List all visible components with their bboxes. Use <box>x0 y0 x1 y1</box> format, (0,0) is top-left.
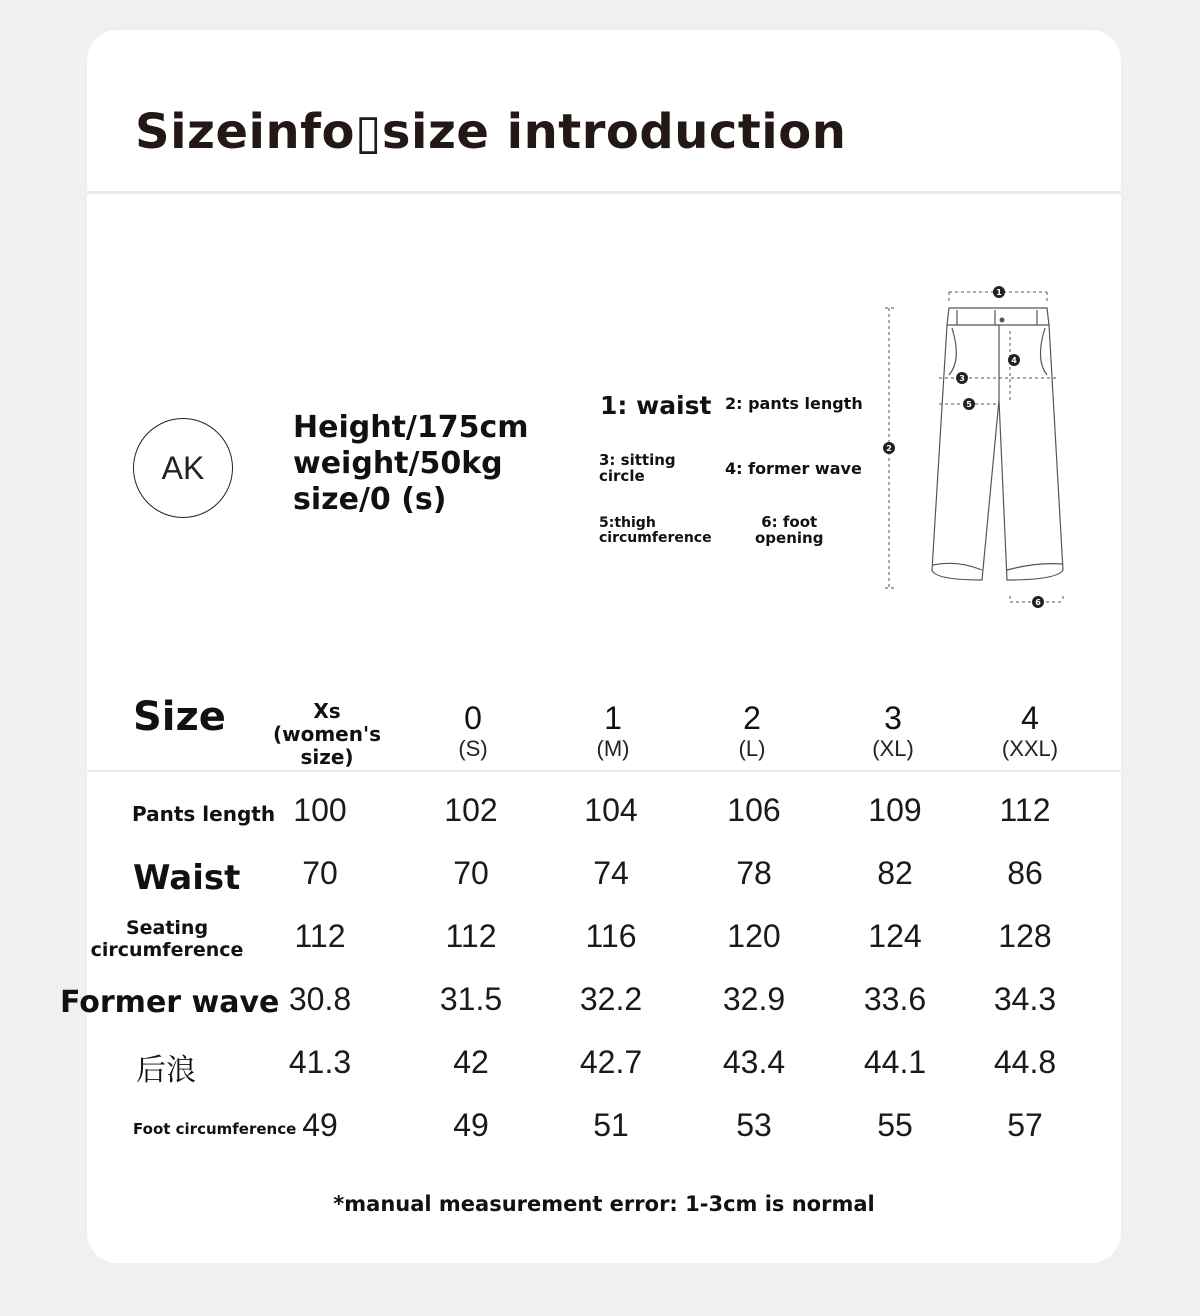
table-cell: 109 <box>868 792 922 828</box>
table-cell: 128 <box>998 918 1052 954</box>
marker-3: 3 <box>959 374 965 383</box>
table-cell: 124 <box>868 918 922 954</box>
table-cell: 32.2 <box>579 981 643 1017</box>
table-cell: 30.8 <box>288 981 352 1017</box>
table-cell: 44.1 <box>863 1044 927 1080</box>
diagram-marker-icons <box>883 286 1044 608</box>
table-cell: 33.6 <box>863 981 927 1017</box>
legend-thigh: 5:thigh circumference <box>599 515 712 546</box>
table-cell: 53 <box>736 1107 772 1143</box>
measurement-note: *manual measurement error: 1-3cm is normal <box>333 1192 875 1216</box>
marker-4: 4 <box>1011 356 1017 365</box>
marker-1: 1 <box>996 288 1002 297</box>
table-cell: 32.9 <box>722 981 786 1017</box>
table-cell: 116 <box>585 918 637 954</box>
title-divider <box>87 191 1121 194</box>
table-cell: 34.3 <box>993 981 1057 1017</box>
marker-5: 5 <box>966 400 972 409</box>
legend-foot-opening: 6: foot opening <box>755 513 824 547</box>
table-cell: 70 <box>302 855 338 891</box>
table-cell: 82 <box>877 855 913 891</box>
avatar-initials: AK <box>161 449 205 486</box>
table-cell: 43.4 <box>722 1044 786 1080</box>
table-cell: 106 <box>727 792 781 828</box>
table-cell: 31.5 <box>439 981 503 1017</box>
size-info-card <box>60 30 1121 1263</box>
pants-diagram <box>877 280 1077 620</box>
table-cell: 112 <box>445 918 497 954</box>
row-label-foot-circumference: Foot circumference <box>133 1120 297 1138</box>
table-cell: 55 <box>877 1107 913 1143</box>
column-header-1: 1 (M) <box>596 700 630 761</box>
row-label-seating-circumference: Seating circumference <box>90 917 244 961</box>
model-avatar <box>133 418 233 518</box>
legend-former-wave: 4: former wave <box>725 459 862 478</box>
page-title: Sizeinfo▯size introduction <box>135 104 847 160</box>
row-label-pants-length: Pants length <box>132 802 276 826</box>
marker-2: 2 <box>886 444 892 453</box>
row-label-waist: Waist <box>133 858 241 898</box>
size-column-label: Size <box>133 694 226 740</box>
table-cell: 41.3 <box>288 1044 352 1080</box>
model-size: size/0 (s) <box>293 482 447 517</box>
row-label-back-rise: 后浪 <box>136 1053 196 1088</box>
table-cell: 49 <box>453 1107 489 1143</box>
table-cell: 57 <box>1007 1107 1043 1143</box>
table-cell: 42 <box>453 1044 489 1080</box>
column-header-0: 0 (S) <box>458 700 488 761</box>
table-cell: 78 <box>736 855 772 891</box>
table-cell: 51 <box>593 1107 629 1143</box>
legend-sitting-circle: 3: sitting circle <box>599 451 676 485</box>
model-weight: weight/50kg <box>293 446 503 481</box>
table-cell: 120 <box>727 918 781 954</box>
model-height: Height/175cm <box>293 410 529 445</box>
table-cell: 70 <box>453 855 489 891</box>
model-info <box>293 410 529 518</box>
table-cell: 112 <box>999 792 1051 828</box>
row-label-former-wave: Former wave <box>60 985 280 1020</box>
table-cell: 42.7 <box>579 1044 643 1080</box>
table-header-divider <box>87 770 1121 772</box>
table-cell: 102 <box>444 792 498 828</box>
table-cell: 49 <box>302 1107 338 1143</box>
column-header-4: 4 (XXL) <box>1001 700 1059 761</box>
table-cell: 112 <box>294 918 346 954</box>
column-header-2: 2 (L) <box>738 700 766 761</box>
legend-waist: 1: waist <box>600 391 712 420</box>
column-header-3: 3 (XL) <box>872 700 914 761</box>
table-cell: 74 <box>593 855 629 891</box>
marker-6: 6 <box>1035 598 1041 607</box>
table-cell: 100 <box>293 792 347 828</box>
legend-pants-length: 2: pants length <box>725 394 863 413</box>
table-cell: 104 <box>584 792 638 828</box>
column-header-xs: Xs (women's size) <box>272 699 382 769</box>
table-cell: 86 <box>1007 855 1043 891</box>
table-cell: 44.8 <box>993 1044 1057 1080</box>
